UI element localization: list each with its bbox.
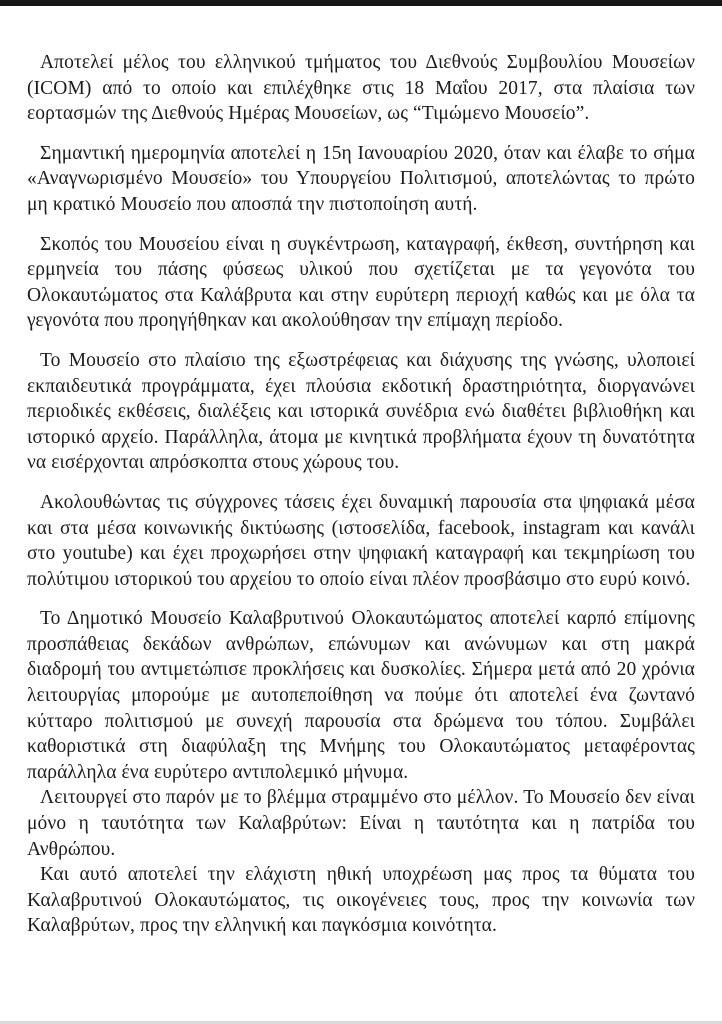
paragraph-museum-purpose: Σκοπός του Μουσείου είναι η συγκέντρωση, καταγραφή, έκθεση, συντήρηση και ερμηνεία του πάσης φύσεως υλικού που σχετίζεται με τα γεγονότα του Ολοκαυτώματος στα Καλάβρυτα και στην ευρύτερη περιοχή καθώς και με όλα τα γεγονότα που προηγήθηκαν και ακολούθησαν την επίμαχη περίοδο. — [27, 233, 695, 332]
paragraph-museum-history: Το Δημοτικό Μουσείο Καλαβρυτινού Ολοκαυτώματος αποτελεί καρπό επίμονης προσπάθειας δεκάδων ανθρώπων, επώνυμων και ανώνυμων και στη μακρά διαδρομή του αντιμετώπισε προκλήσεις και δυσκολίες. Σήμερα μετά από 20 χρόνια λειτουργίας μπορούμε με αυτοπεποίθηση να πούμε ότι αποτελεί ένα ζωντανό κύτταρο πολιτισμού με συνεχή παρουσία στα δρώμενα του τόπου. Συμβάλει καθοριστικά στη διαφύλαξη της Μνήμης του Ολοκαυτώματος μεταφέροντας παράλληλα ένα ευρύτερο αντιπολεμικό μήνυμα. — [27, 608, 695, 783]
document-text-block — [27, 50, 695, 939]
paragraph-digital-presence: Ακολουθώντας τις σύγχρονες τάσεις έχει δυναμική παρουσία στα ψηφιακά μέσα και στα μέσα κοινωνικής δικτύωσης (ιστοσελίδα, facebook, instagram και κανάλι στο youtube) και έχει προχωρήσει στην ψηφιακή καταγραφή και τεκμηρίωση του πολύτιμου ιστορικού του αρχείου το οποίο είναι πλέον προσβάσιμο στο ευρύ κοινό. — [27, 491, 695, 590]
paragraph-activities: Το Μουσείο στο πλαίσιο της εξωστρέφειας και διάχυσης της γνώσης, υλοποιεί εκπαιδευτικά προγράμματα, έχει πλούσια εκδοτική δραστηριότητα, διοργανώνει περιοδικές εκθέσεις, διαλέξεις και ιστορικά συνέδρια ενώ διαθέτει βιβλιοθήκη και ιστορικό αρχείο. Παράλληλα, άτομα με κινητικά προβλήματα έχουν τη δυνατότητα να εισέρχονται απρόσκοπτα στους χώρους του. — [27, 349, 695, 474]
paragraph-recognized-museum: Σημαντική ημερομηνία αποτελεί η 15η Ιανουαρίου 2020, όταν και έλαβε το σήμα «Αναγνωρισμένο Μουσείο» του Υπουργείου Πολιτισμού, αποτελώντας το πρώτο μη κρατικό Μουσείο που αποσπά την πιστοποίηση αυτή. — [27, 142, 695, 215]
paragraph-icom-membership: Αποτελεί μέλος του ελληνικού τμήματος του Διεθνούς Συμβουλίου Μουσείων (ICOM) από το οποίο και επιλέχθηκε στις 18 Μαΐου 2017, στα πλαίσια των εορτασμών της Διεθνούς Ημέρας Μουσείων, ως “Τιμώμενο Μουσείο”. — [27, 52, 695, 125]
page-top-edge-bar — [0, 0, 722, 6]
paragraph-identity: Λειτουργεί στο παρόν με το βλέμμα στραμμένο στο μέλλον. Το Μουσείο δεν είναι μόνο η ταυτότητα των Καλαβρύτων: Είναι η ταυτότητα και η πατρίδα του Ανθρώπου. — [27, 787, 695, 860]
paragraph-moral-obligation: Και αυτό αποτελεί την ελάχιστη ηθική υποχρέωση μας προς τα θύματα του Καλαβρυτινού Ολοκαυτώματος, τις οικογένειες τους, προς την κοινωνία των Καλαβρύτων, προς την ελληνική και παγκόσμια κοινότητα. — [27, 864, 695, 937]
